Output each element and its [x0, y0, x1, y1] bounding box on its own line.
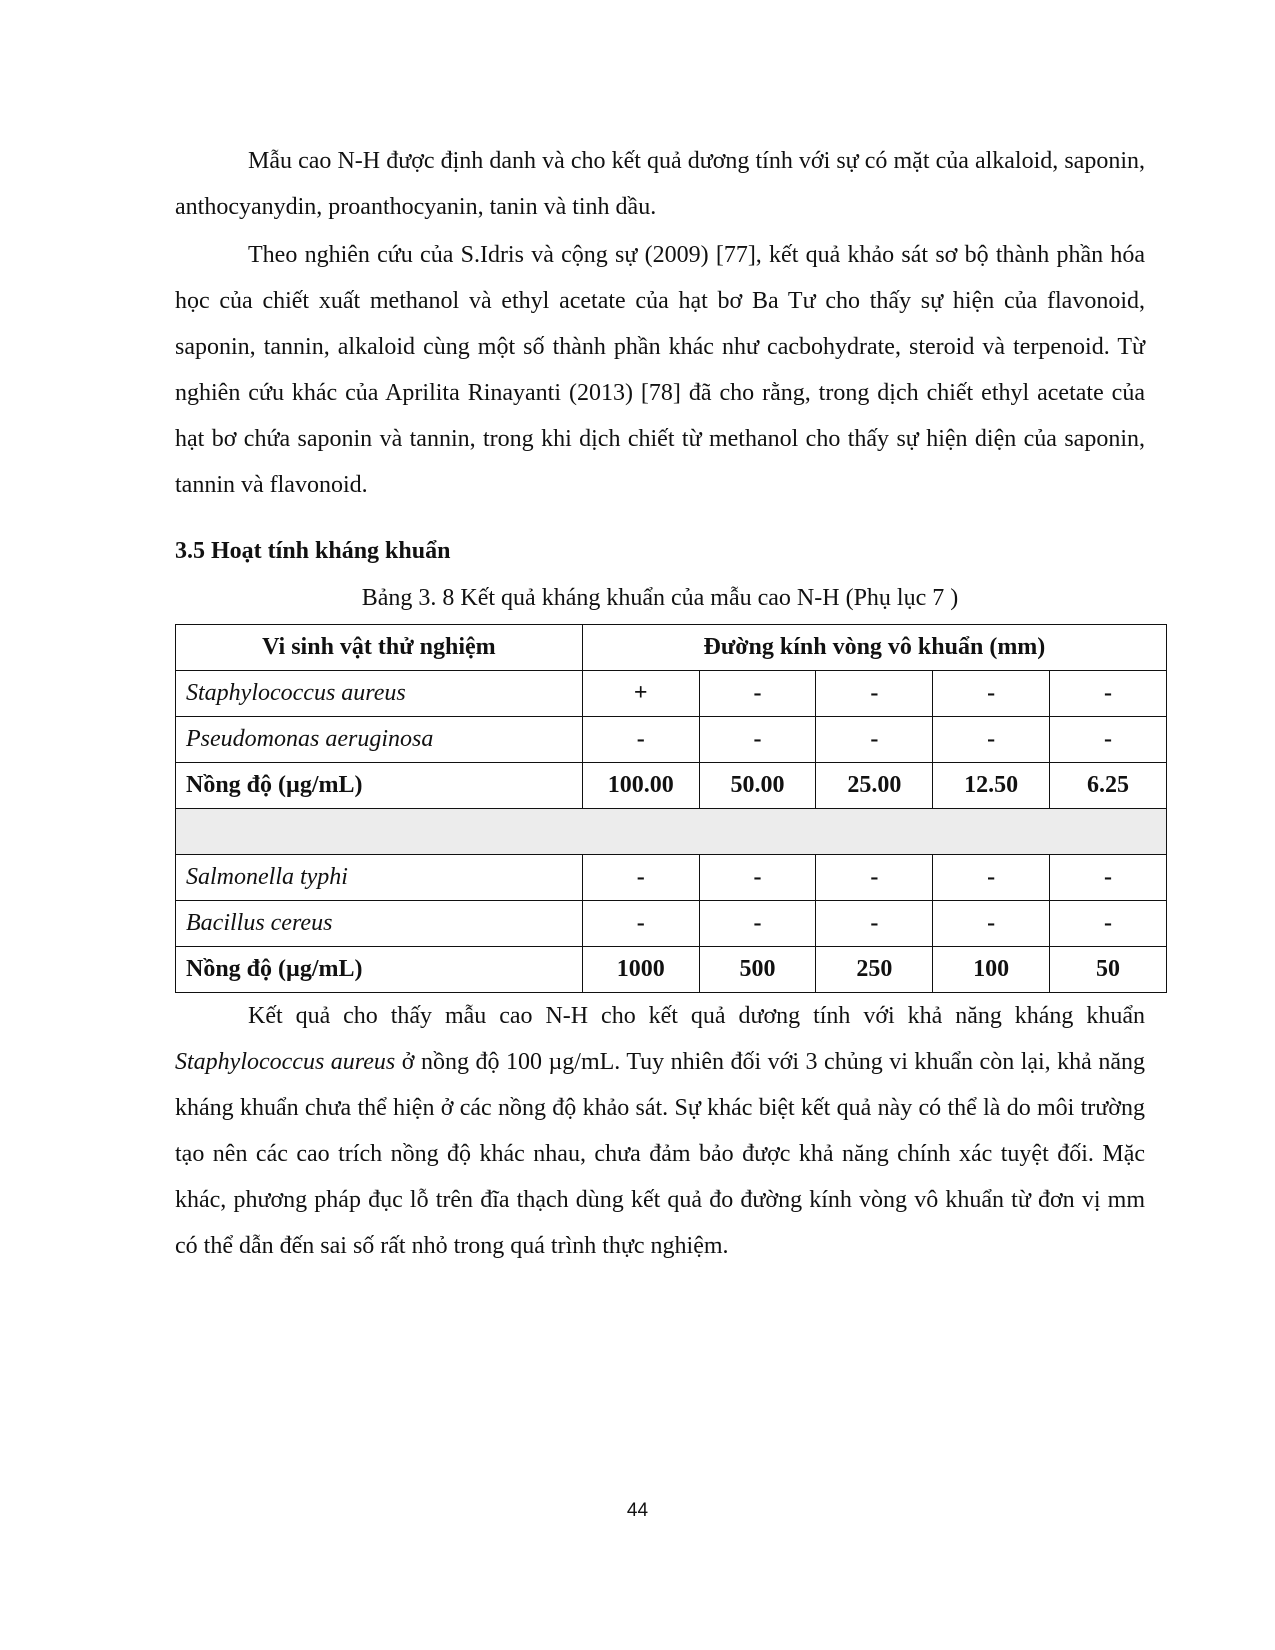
concentration-cell: 50.00 [699, 763, 816, 809]
table-row [176, 717, 1167, 763]
result-cell: - [1050, 717, 1167, 763]
separator-row [176, 809, 1167, 855]
discussion-organism: Staphylococcus aureus [175, 1049, 396, 1075]
result-cell: + [582, 671, 699, 717]
result-cell: - [933, 855, 1050, 901]
table-row [176, 855, 1167, 901]
organism-name: Bacillus cereus [176, 901, 583, 947]
table-caption: Bảng 3. 8 Kết quả kháng khuẩn của mẫu cao N-H (Phụ lục 7 ) [361, 585, 959, 611]
header-inhibition-diameter: Đường kính vòng vô khuẩn (mm) [582, 625, 1166, 671]
concentration-cell: 250 [816, 947, 933, 993]
result-cell: - [816, 671, 933, 717]
concentration-cell: 1000 [582, 947, 699, 993]
section-heading: 3.5 Hoạt tính kháng khuẩn [175, 538, 451, 564]
concentration-label: Nồng độ (µg/mL) [176, 763, 583, 809]
result-cell: - [582, 901, 699, 947]
result-cell: - [1050, 901, 1167, 947]
result-cell: - [933, 671, 1050, 717]
result-cell: - [582, 855, 699, 901]
table-row [176, 901, 1167, 947]
concentration-cell: 100.00 [582, 763, 699, 809]
result-cell: - [699, 671, 816, 717]
header-organism: Vi sinh vật thử nghiệm [176, 625, 583, 671]
result-cell: - [816, 901, 933, 947]
concentration-cell: 6.25 [1050, 763, 1167, 809]
page-number: 44 [626, 1500, 649, 1521]
antibacterial-results-table [175, 624, 1167, 993]
concentration-cell: 100 [933, 947, 1050, 993]
discussion-rest: ở nồng độ 100 µg/mL. Tuy nhiên đối với 3 chủng vi khuẩn còn lại, khả năng kháng khuẩn chưa thể hiện ở các nồng độ khảo sát. Sự khác biệt kết quả này có thể là do môi trường tạo nên các cao trích nồng độ khác nhau, chưa đảm bảo được khả năng chính xác tuyệt đối. Mặc khác, phương pháp đục lỗ trên đĩa thạch dùng kết quả đo đường kính vòng vô khuẩn từ đơn vị mm có thể dẫn đến sai số rất nhỏ trong quá trình thực nghiệm. [175, 1049, 1145, 1259]
result-cell: - [1050, 855, 1167, 901]
organism-name: Pseudomonas aeruginosa [176, 717, 583, 763]
separator-cell [176, 809, 1167, 855]
table-row [176, 671, 1167, 717]
page-content [175, 138, 1145, 1269]
result-cell: - [933, 901, 1050, 947]
paragraph-discussion [175, 993, 1145, 1269]
result-cell: - [933, 717, 1050, 763]
concentration-cell: 25.00 [816, 763, 933, 809]
paragraph-phytochemical-result: Mẫu cao N-H được định danh và cho kết quả dương tính với sự có mặt của alkaloid, saponin, anthocyanydin, proanthocyanin, tanin và tinh dầu. [175, 148, 1145, 220]
concentration-label: Nồng độ (µg/mL) [176, 947, 583, 993]
paragraph-literature-review: Theo nghiên cứu của S.Idris và cộng sự (2009) [77], kết quả khảo sát sơ bộ thành phần hóa học của chiết xuất methanol và ethyl acetate của hạt bơ Ba Tư cho thấy sự hiện của flavonoid, saponin, tannin, alkaloid cùng một số thành phần khác như cacbohydrate, steroid và terpenoid. Từ nghiên cứu khác của Aprilita Rinayanti (2013) [78] đã cho rằng, trong dịch chiết ethyl acetate của hạt bơ chứa saponin và tannin, trong khi dịch chiết từ methanol cho thấy sự hiện diện của saponin, tannin và flavonoid. [175, 242, 1145, 498]
concentration-cell: 500 [699, 947, 816, 993]
result-cell: - [582, 717, 699, 763]
concentration-row [176, 947, 1167, 993]
concentration-cell: 12.50 [933, 763, 1050, 809]
organism-name: Staphylococcus aureus [176, 671, 583, 717]
discussion-lead: Kết quả cho thấy mẫu cao N-H cho kết quả dương tính với khả năng kháng khuẩn [248, 1003, 1145, 1029]
result-cell: - [699, 855, 816, 901]
result-cell: - [816, 717, 933, 763]
result-cell: - [816, 855, 933, 901]
organism-name: Salmonella typhi [176, 855, 583, 901]
result-cell: - [699, 717, 816, 763]
concentration-cell: 50 [1050, 947, 1167, 993]
result-cell: - [699, 901, 816, 947]
concentration-row [176, 763, 1167, 809]
table-header-row [176, 625, 1167, 671]
result-cell: - [1050, 671, 1167, 717]
